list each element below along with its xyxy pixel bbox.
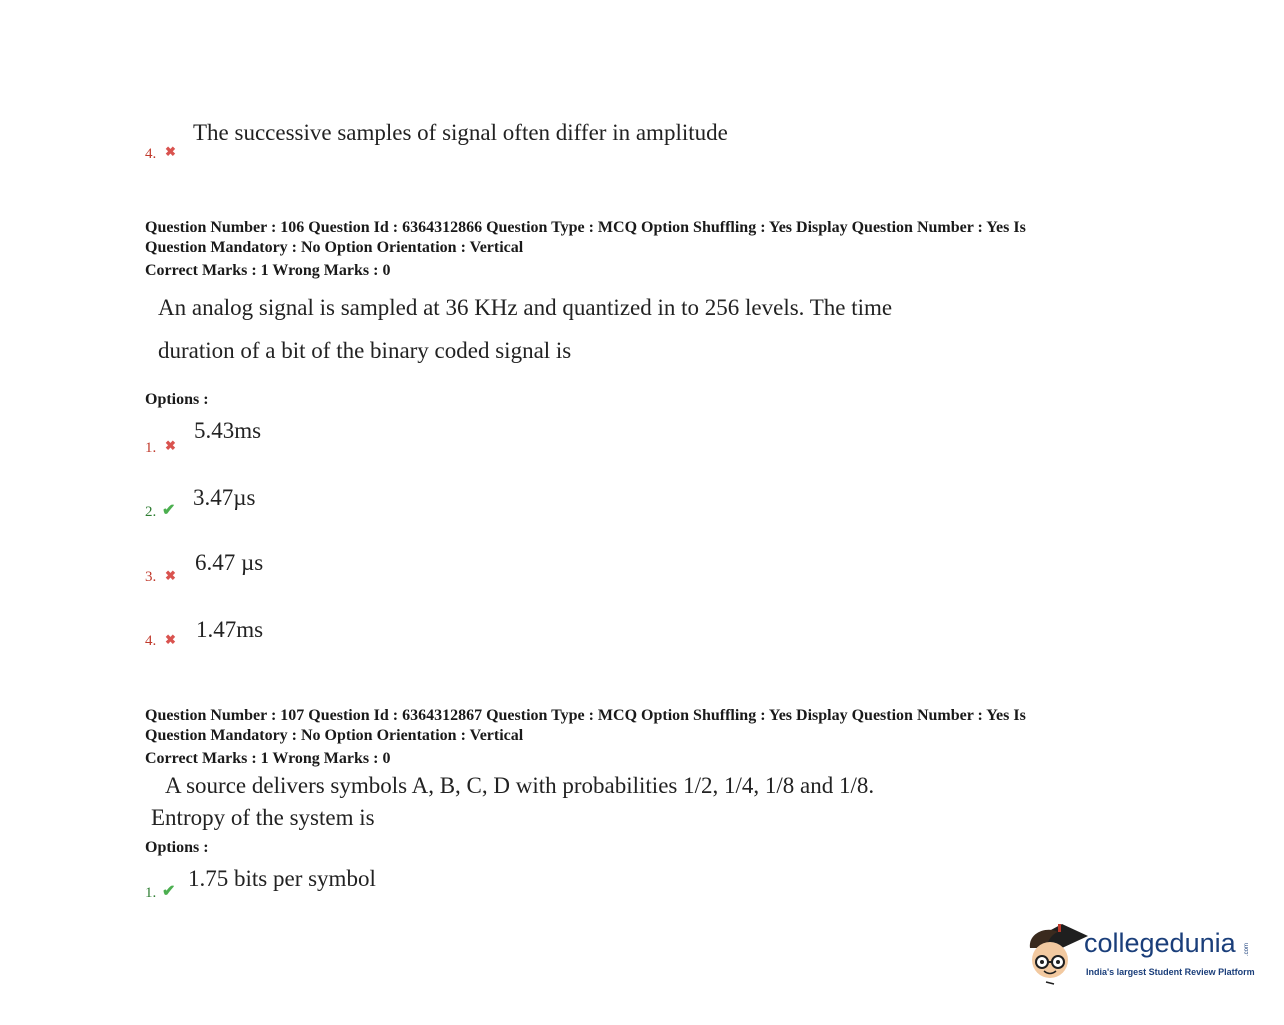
meta-line-2: Question Mandatory : No Option Orientation : Vertical — [145, 727, 524, 744]
meta-line-2: Question Mandatory : No Option Orientation : Vertical — [145, 239, 524, 256]
question-text-line-1: An analog signal is sampled at 36 KHz and quantized in to 256 levels. The time — [158, 295, 893, 320]
check-mark-icon: ✔ — [162, 883, 176, 900]
option-3 — [145, 550, 445, 594]
watermark-name: collegedunia — [1084, 928, 1236, 958]
watermark-suffix: .com — [1244, 942, 1250, 956]
option-text: 5.43ms — [194, 418, 262, 443]
question-meta — [145, 218, 1125, 281]
watermark-tagline: India's largest Student Review Platform — [1086, 967, 1255, 977]
option-1 — [145, 418, 445, 462]
option-text: The successive samples of signal often differ in amplitude — [193, 120, 728, 145]
option-2 — [145, 485, 445, 529]
cross-mark-icon: ✖ — [165, 568, 176, 583]
option-number: 3. — [145, 569, 157, 585]
option-number: 4. — [145, 146, 157, 162]
question-text-line-2: duration of a bit of the binary coded signal is — [158, 338, 572, 363]
meta-line-1: Question Number : 106 Question Id : 6364312866 Question Type : MCQ Option Shuffling : Yes Display Question Number : Yes Is — [145, 219, 1026, 236]
cross-mark-icon: ✖ — [165, 144, 176, 159]
meta-line-1: Question Number : 107 Question Id : 6364312867 Question Type : MCQ Option Shuffling : Yes Display Question Number : Yes Is — [145, 707, 1026, 724]
question-text-line-2: Entropy of the system is — [151, 805, 375, 830]
option-text: 1.47ms — [196, 617, 264, 642]
option-number: 4. — [145, 633, 157, 649]
option-text: 3.47µs — [193, 485, 256, 510]
cross-mark-icon: ✖ — [165, 438, 176, 453]
question-meta — [145, 706, 1125, 769]
collegedunia-watermark — [1022, 918, 1262, 988]
marks-line: Correct Marks : 1 Wrong Marks : 0 — [145, 262, 391, 279]
option-number: 2. — [145, 504, 157, 520]
cross-mark-icon: ✖ — [165, 632, 176, 647]
question-text-line-1: A source delivers symbols A, B, C, D with probabilities 1/2, 1/4, 1/8 and 1/8. — [165, 773, 875, 798]
prev-option-4 — [145, 118, 845, 168]
option-text: 1.75 bits per symbol — [188, 866, 376, 891]
option-number: 1. — [145, 440, 157, 456]
check-mark-icon: ✔ — [162, 502, 176, 519]
options-label: Options : — [145, 839, 209, 856]
marks-line: Correct Marks : 1 Wrong Marks : 0 — [145, 750, 391, 767]
options-label: Options : — [145, 391, 209, 408]
option-1 — [145, 866, 505, 906]
option-text: 6.47 µs — [195, 550, 264, 575]
mascot-logo-icon — [1022, 918, 1088, 986]
option-4 — [145, 617, 445, 661]
option-number: 1. — [145, 885, 157, 901]
